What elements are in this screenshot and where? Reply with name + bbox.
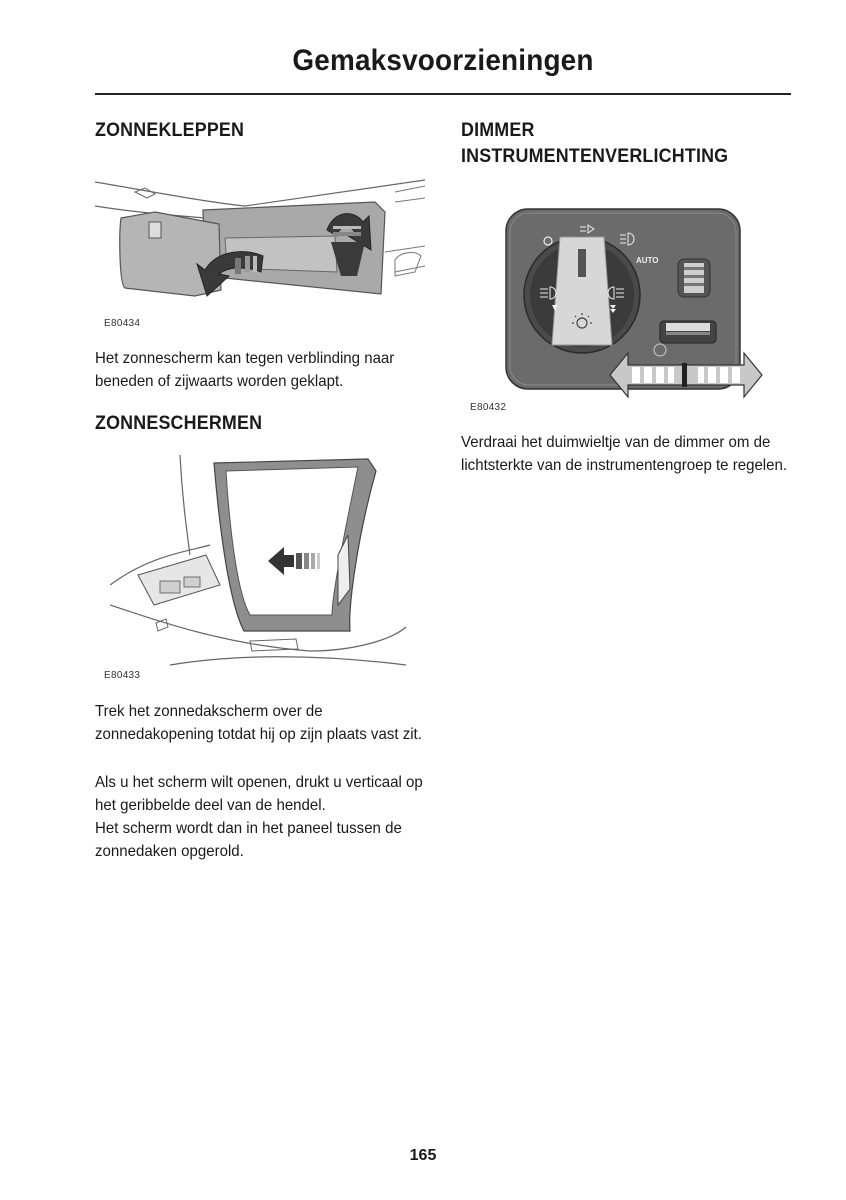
heading-dimmer: DIMMER — [461, 120, 535, 141]
auto-label: AUTO — [636, 256, 659, 265]
paragraph-zonneschermen-1: Trek het zonnedakscherm over de zonnedakopening totdat hij op zijn plaats vast zit. — [95, 703, 422, 743]
heading-zonnekleppen: ZONNEKLEPPEN — [95, 120, 245, 141]
sun-blind-illustration — [110, 455, 410, 675]
dimmer-switch-illustration — [500, 205, 770, 405]
sun-visor-illustration — [95, 172, 425, 332]
figure-label-e80432: E80432 — [470, 402, 507, 413]
page-number: 165 — [409, 1147, 437, 1164]
paragraph-zonneschermen-3: Het scherm wordt dan in het paneel tussen de zonnedaken opgerold. — [95, 820, 402, 860]
heading-zonneschermen: ZONNESCHERMEN — [95, 413, 263, 434]
paragraph-zonnekleppen: Het zonnescherm kan tegen verblinding naar beneden of zijwaarts worden geklapt. — [95, 350, 395, 390]
paragraph-dimmer: Verdraai het duimwieltje van de dimmer om de lichtsterkte van de instrumentengroep te regelen. — [461, 434, 788, 474]
figure-label-e80434: E80434 — [104, 318, 141, 329]
page-title: Gemaksvoorzieningen — [292, 44, 594, 77]
paragraph-zonneschermen-2: Als u het scherm wilt openen, drukt u verticaal op het geribbelde deel van de hendel. — [95, 774, 423, 814]
figure-label-e80433: E80433 — [104, 670, 141, 681]
heading-instrumentenverlichting: INSTRUMENTENVERLICHTING — [461, 146, 729, 167]
title-rule — [95, 93, 791, 95]
